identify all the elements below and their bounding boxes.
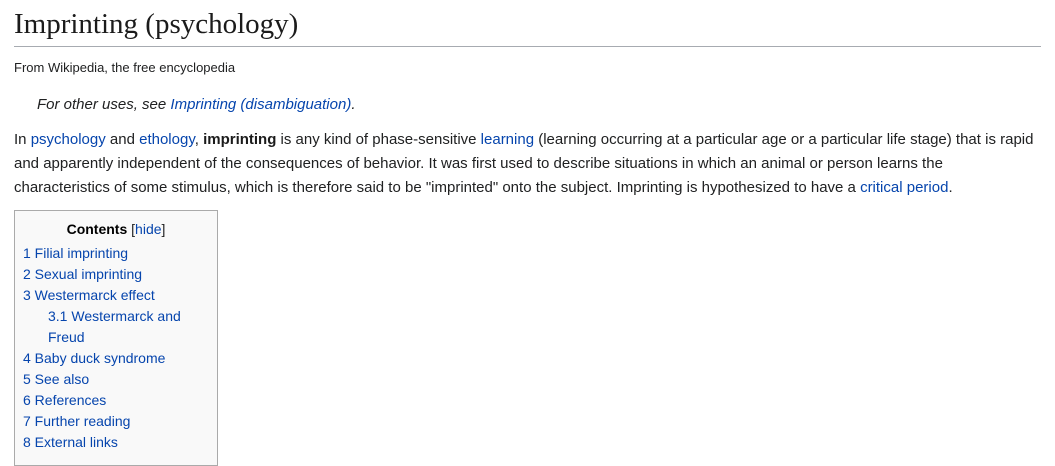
toc-list — [23, 243, 209, 453]
toc-item-see-also[interactable]: 5 See also — [23, 370, 90, 387]
wiki-link-learning[interactable]: learning — [480, 130, 535, 148]
toc-item-westermarck-and-freud[interactable]: 3.1 Westermarck and Freud — [48, 307, 181, 345]
toc-header — [23, 219, 209, 240]
toc-item-references[interactable]: 6 References — [23, 391, 107, 408]
toc-item-further-reading[interactable]: 7 Further reading — [23, 412, 131, 429]
toc-item-external-links[interactable]: 8 External links — [23, 433, 118, 450]
toc-item-row — [23, 348, 209, 369]
toc-item-row — [23, 243, 209, 264]
table-of-contents — [14, 210, 218, 466]
toc-toggle-open-bracket: [ — [131, 220, 136, 237]
wiki-link-critical-period[interactable]: critical period — [860, 178, 949, 196]
toc-item-filial-imprinting[interactable]: 1 Filial imprinting — [23, 244, 129, 261]
toc-item-row — [23, 306, 209, 348]
toc-item-row — [23, 432, 209, 453]
intro-paragraph — [14, 128, 1041, 200]
wiki-link-psychology[interactable]: psychology — [30, 130, 106, 148]
intro-text: and — [105, 130, 140, 148]
hatnote-period: . — [351, 95, 356, 113]
toc-hide-toggle[interactable]: hide — [135, 220, 162, 237]
toc-item-row — [23, 369, 209, 390]
page-title: Imprinting (psychology) — [14, 0, 1041, 47]
wiki-link-ethology[interactable]: ethology — [139, 130, 195, 148]
bold-term-imprinting: imprinting — [203, 130, 277, 148]
intro-text: . — [948, 178, 953, 196]
toc-item-row — [23, 264, 209, 285]
intro-text: is any kind of phase-sensitive — [276, 130, 481, 148]
toc-toggle-close-bracket: ] — [161, 220, 166, 237]
toc-item-baby-duck-syndrome[interactable]: 4 Baby duck syndrome — [23, 349, 166, 366]
intro-text: (learning occurring at a particular age or a particular life stage) that is rapid and apparently independent of the consequences of behavior. It was first used to describe situations in which an animal or person learns the characteristics of some stimulus, which is therefore said to be "imprinted" onto the subject. Imprinting is hypothesized to have a — [14, 130, 1034, 196]
toc-item-row — [23, 390, 209, 411]
hatnote — [14, 96, 1041, 113]
toc-toggle — [131, 221, 165, 237]
toc-item-sexual-imprinting[interactable]: 2 Sexual imprinting — [23, 265, 143, 282]
toc-item-row — [23, 285, 209, 306]
intro-text: In — [14, 130, 31, 148]
site-tagline: From Wikipedia, the free encyclopedia — [14, 59, 236, 75]
hatnote-text: For other uses, see — [37, 95, 171, 113]
toc-title: Contents — [66, 220, 128, 237]
toc-item-row — [23, 411, 209, 432]
hatnote-disambiguation-link[interactable]: Imprinting (disambiguation) — [170, 95, 352, 113]
intro-text: , — [194, 130, 204, 148]
toc-item-westermarck-effect[interactable]: 3 Westermarck effect — [23, 286, 155, 303]
